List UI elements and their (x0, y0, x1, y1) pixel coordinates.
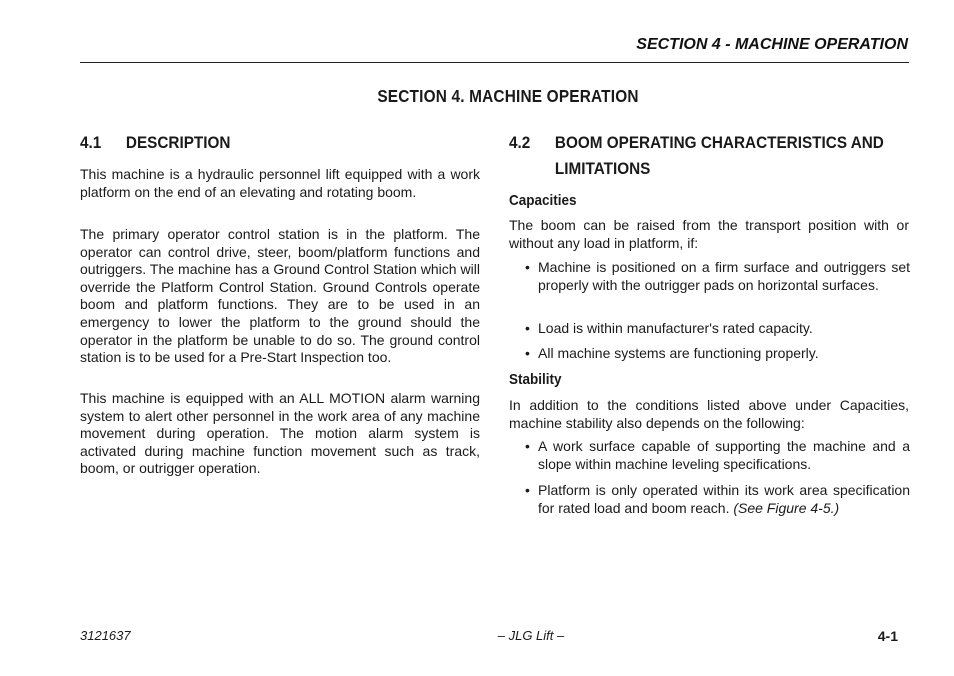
section-title: SECTION 4. MACHINE OPERATION (377, 86, 639, 106)
paragraph: The boom can be raised from the transport position with or without any load in platform, if: (509, 217, 909, 251)
heading-number: 4.1 (80, 133, 102, 152)
heading-line: BOOM OPERATING CHARACTERISTICS AND (554, 133, 884, 152)
heading-line: LIMITATIONS (554, 159, 651, 178)
paragraph: In addition to the conditions listed above under Capacities, machine stability also depends on the following: (509, 397, 909, 431)
paragraph: The primary operator control station is in the platform. The operator can control drive, steer, boom/platform functions and outriggers. The machine has a Ground Control Station which will override the Platform Control Station. Ground Controls operate boom and platform functions. They are to be used in an emergency to lower the platform to the ground should the operator in the platform be unable to do so. The ground control station is to be used for a Pre-Start Inspection too. (80, 226, 480, 366)
bullet-item: • Machine is positioned on a firm surface and outriggers set properly with the outrigger pads on horizontal surfaces. (538, 259, 910, 294)
paragraph: This machine is equipped with an ALL MOTION alarm warning system to alert other personnel in the work area of any machine movement during operation. The motion alarm system is activated during machine function movement such as track, boom, or outrigger operation. (80, 390, 480, 477)
heading-text: DESCRIPTION (125, 133, 231, 152)
bullet-item: • Load is within manufacturer's rated capacity. (538, 320, 910, 338)
bullet-text: Platform is only operated within its work area specification for rated load and boom reach. (538, 482, 910, 516)
paragraph: This machine is a hydraulic personnel lift equipped with a work platform on the end of an elevating and rotating boom. (80, 166, 480, 200)
figure-reference: (See Figure 4-5.) (733, 499, 840, 516)
doc-number: 3121637 (80, 628, 131, 643)
bullet-item: • A work surface capable of supporting the machine and a slope within machine leveling specifications. (538, 438, 910, 473)
bullet-item: • All machine systems are functioning properly. (538, 345, 910, 363)
heading-boom-operating (509, 130, 905, 182)
page-number: 4-1 (877, 628, 898, 644)
subheading-capacities: Capacities (509, 192, 577, 209)
heading-text (555, 130, 884, 182)
heading-description (80, 130, 230, 156)
running-header: SECTION 4 - MACHINE OPERATION (636, 36, 908, 53)
header-rule (80, 62, 909, 63)
footer-center: – JLG Lift – (497, 628, 565, 643)
heading-number: 4.2 (509, 133, 531, 152)
bullet-item (538, 482, 910, 517)
subheading-stability: Stability (509, 371, 562, 388)
